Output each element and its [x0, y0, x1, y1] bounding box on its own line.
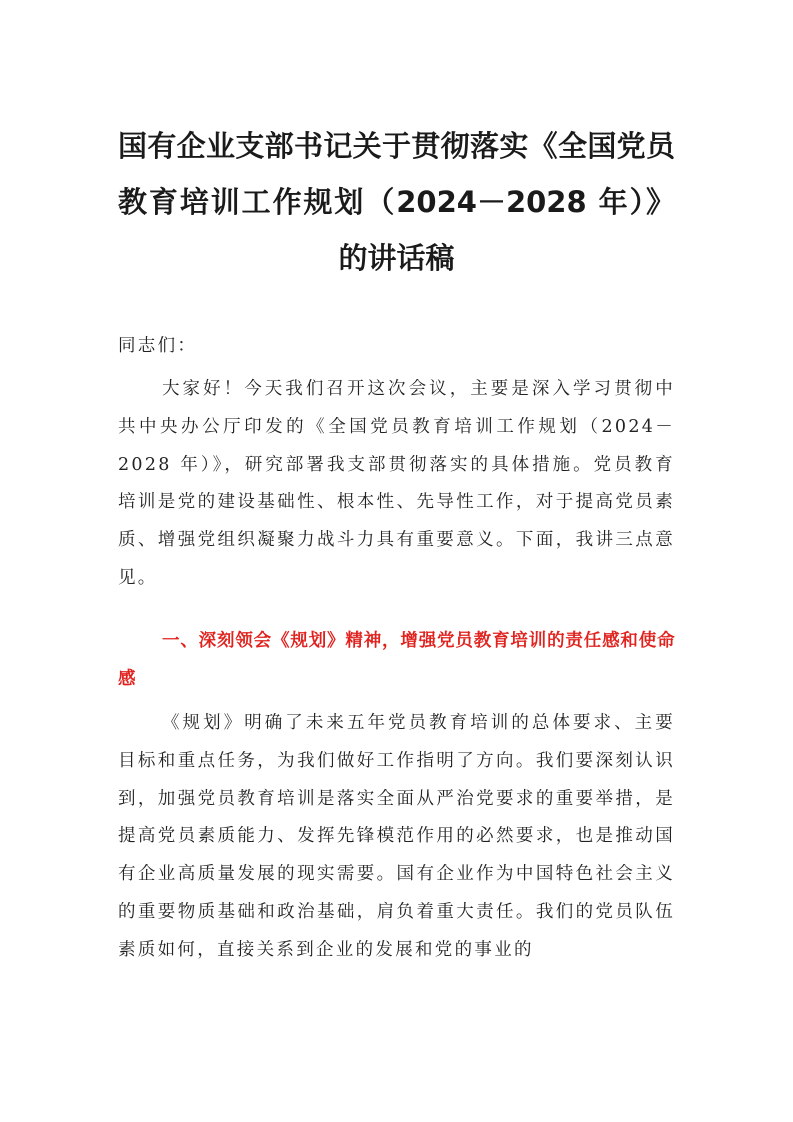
section-heading-1: 一、深刻领会《规划》精神，增强党员教育培训的责任感和使命感: [118, 631, 675, 689]
document-title: 国有企业支部书记关于贯彻落实《全国党员教育培训工作规划（2024－2028 年）》的讲话稿: [118, 129, 675, 275]
salutation: 同志们：: [118, 336, 198, 356]
section-1-paragraph: 《规划》明确了未来五年党员教育培训的总体要求、主要目标和重点任务，为我们做好工作指明了方向。我们要深刻认识到，加强党员教育培训是落实全面从严治党要求的重要举措，是提高党员素质能力、发挥先锋模范作用的必然要求，也是推动国有企业高质量发展的现实需要。国有企业作为中国特色社会主义的重要物质基础和政治基础，肩负着重大责任。我们的党员队伍素质如何，直接关系到企业的发展和党的事业的: [118, 713, 675, 960]
opening-paragraph: 大家好！今天我们召开这次会议，主要是深入学习贯彻中共中央办公厅印发的《全国党员教育培训工作规划（2024－2028 年）》，研究部署我支部贯彻落实的具体措施。党员教育培训是党的建设基础性、根本性、先导性工作，对于提高党员素质、增强党组织凝聚力战斗力具有重要意义。下面，我讲三点意见。: [118, 379, 675, 588]
